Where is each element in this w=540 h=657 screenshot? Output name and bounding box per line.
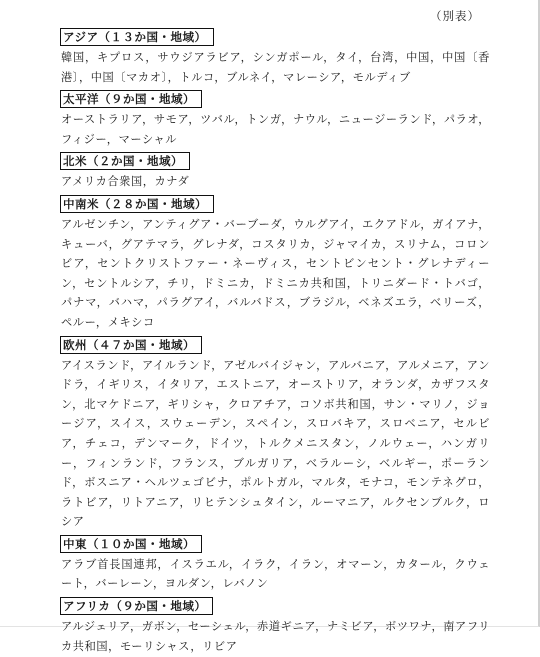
region-countries-europe: アイスランド，アイルランド，アゼルバイジャン，アルバニア，アルメニア，アンドラ，イギリス，イタリア，エストニア，オーストリア，オランダ，カザフスタン，北マケドニア，ギリシャ，クロアチア，コソボ共和国，サン・マリノ，ジョージア，スイス，スウェーデン，スペイン，スロバキア，スロベニア，セルビア，チェコ，デンマーク，ドイツ，トルクメニスタン，ノルウェー，ハンガリー，フィンランド，フランス，ブルガリア，ベラルーシ，ベルギー，ポーランド，ボスニア・ヘルツェゴビナ，ポルトガル，マルタ，モナコ，モンテネグロ，ラトビア，リトアニア，リヒテンシュタイン，ルーマニア，ルクセンブルク，ロシア bbox=[61, 358, 490, 529]
region-countries-middle-east: アラブ首長国連邦，イスラエル，イラク，イラン，オマーン，カタール，クウェート，バーレーン，ヨルダン，レバノン bbox=[61, 557, 490, 591]
region-countries-latin-america: アルゼンチン，アンティグア・バーブーダ，ウルグアイ，エクアドル，ガイアナ，キューバ，グアテマラ，グレナダ，コスタリカ，ジャマイカ，スリナム，コロンビア，セントクリストファー・ネーヴィス，セントビンセント・グレナディーン，セントルシア，チリ，ドミニカ，ドミニカ共和国，トリニダード・トバゴ，パナマ，バハマ，パラグアイ，バルバドス，ブラジル，ベネズエラ，ベリーズ，ペルー，メキシコ bbox=[61, 217, 490, 329]
region-north-america bbox=[60, 150, 490, 192]
region-countries-pacific: オーストラリア，サモア，ツバル，トンガ，ナウル，ニュージーランド，パラオ，フィジー，マーシャル bbox=[61, 113, 490, 146]
region-europe bbox=[60, 334, 490, 532]
region-countries-north-america: アメリカ合衆国，カナダ bbox=[61, 175, 190, 189]
region-countries-asia: 韓国，キプロス，サウジアラビア，シンガポール，タイ，台湾，中国，中国〔香港〕，中国〔マカオ〕，トルコ，ブルネイ，マレーシア，モルディブ bbox=[61, 51, 490, 84]
region-header-latin-america: 中南米（２８か国・地域） bbox=[60, 195, 214, 213]
region-header-pacific: 太平洋（９か国・地域） bbox=[60, 90, 202, 108]
region-header-africa: アフリカ（９か国・地域） bbox=[60, 597, 213, 615]
region-countries-africa: アルジェリア，ガボン，セーシェル，赤道ギニア，ナミビア，ボツワナ，南アフリカ共和国，モーリシャス，リビア bbox=[61, 620, 490, 653]
region-header-north-america: 北米（２か国・地域） bbox=[60, 152, 190, 170]
region-header-europe: 欧州（４７か国・地域） bbox=[60, 336, 202, 354]
region-header-asia: アジア（１３か国・地域） bbox=[60, 28, 214, 46]
region-list bbox=[60, 26, 490, 657]
region-africa bbox=[60, 595, 490, 656]
region-header-middle-east: 中東（１０か国・地域） bbox=[60, 535, 202, 553]
region-asia bbox=[60, 26, 490, 87]
region-middle-east bbox=[60, 533, 490, 594]
region-pacific bbox=[60, 88, 490, 149]
region-latin-america bbox=[60, 193, 490, 333]
annex-label: （別表） bbox=[430, 9, 480, 23]
